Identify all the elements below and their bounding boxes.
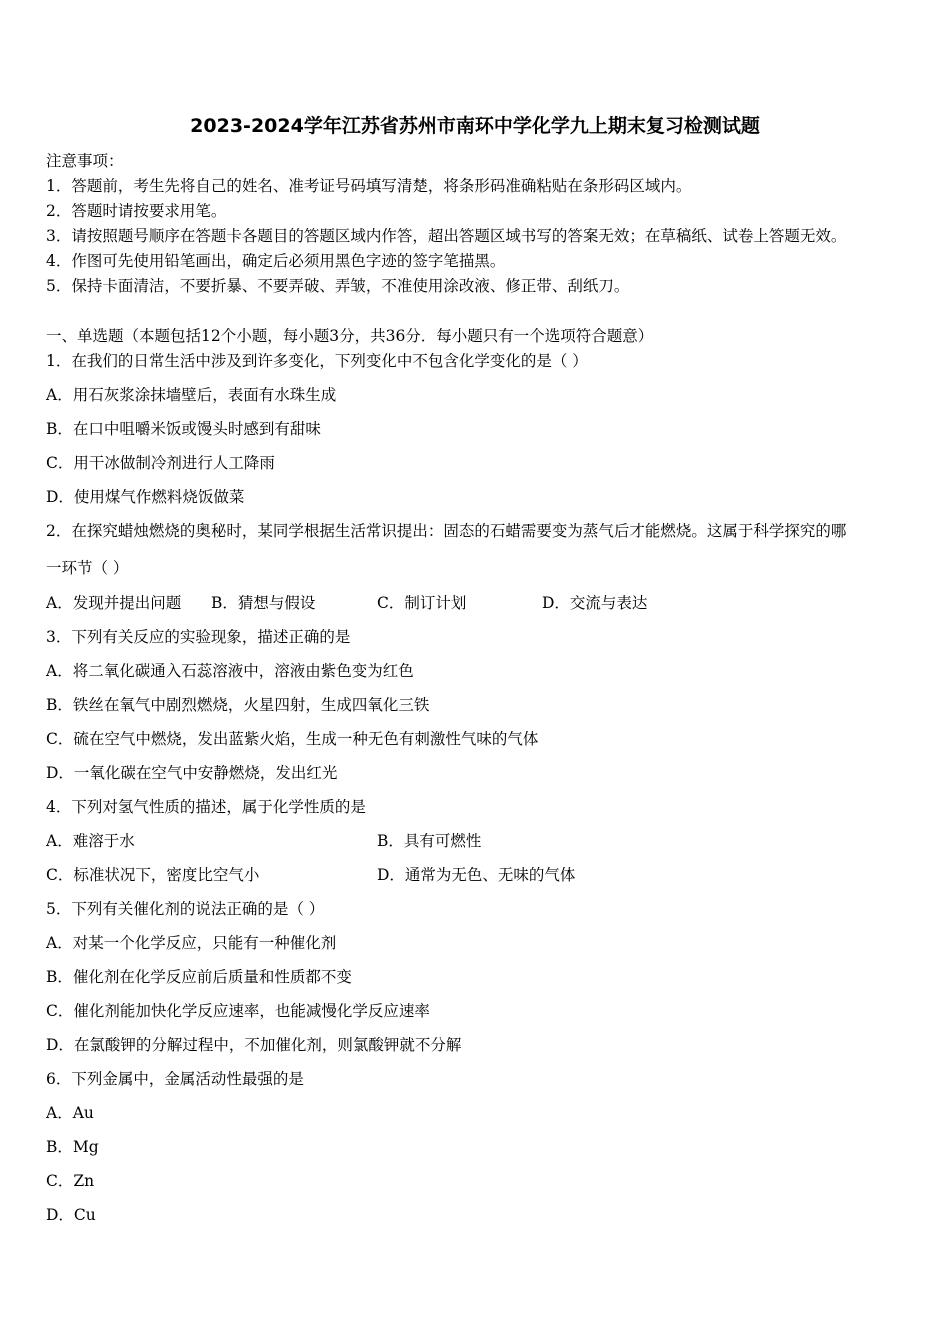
question-1-option-a: A．用石灰浆涂抹墙壁后，表面有水珠生成 — [46, 386, 337, 404]
question-1-stem: 1．在我们的日常生活中涉及到许多变化，下列变化中不包含化学变化的是（ ） — [46, 352, 588, 370]
notice-item: 5．保持卡面清洁，不要折暴、不要弄破、弄皱，不准使用涂改液、修正带、刮纸刀。 — [46, 277, 630, 295]
question-6-option-a: A．Au — [46, 1104, 94, 1122]
question-4-option-a: A．难溶于水 — [46, 832, 135, 850]
question-2-option-a: A．发现并提出问题 — [46, 594, 182, 612]
question-3-option-a: A．将二氧化碳通入石蕊溶液中，溶液由紫色变为红色 — [46, 662, 414, 680]
question-5-stem: 5．下列有关催化剂的说法正确的是（ ） — [46, 900, 325, 918]
question-2-option-c: C．制订计划 — [377, 594, 467, 612]
notice-heading: 注意事项： — [46, 152, 124, 170]
question-3-option-c: C．硫在空气中燃烧，发出蓝紫火焰，生成一种无色有刺激性气味的气体 — [46, 730, 539, 748]
question-5-option-d: D．在氯酸钾的分解过程中，不加催化剂，则氯酸钾就不分解 — [46, 1036, 462, 1054]
question-4-option-d: D．通常为无色、无味的气体 — [377, 866, 576, 884]
question-1-option-b: B．在口中咀嚼米饭或馒头时感到有甜味 — [46, 420, 321, 438]
question-3-option-b: B．铁丝在氧气中剧烈燃烧，火星四射，生成四氧化三铁 — [46, 696, 430, 714]
question-5-option-b: B．催化剂在化学反应前后质量和性质都不变 — [46, 968, 352, 986]
notice-item: 4．作图可先使用铅笔画出，确定后必须用黑色字迹的签字笔描黑。 — [46, 252, 506, 270]
question-2-stem: 2．在探究蜡烛燃烧的奥秘时，某同学根据生活常识提出：固态的石蜡需要变为蒸气后才能燃烧。这属于科学探究的哪 — [46, 522, 847, 540]
question-5-option-a: A．对某一个化学反应，只能有一种催化剂 — [46, 934, 337, 952]
question-4-option-b: B．具有可燃性 — [377, 832, 482, 850]
page-title: 2023-2024学年江苏省苏州市南环中学化学九上期末复习检测试题 — [190, 115, 760, 137]
notice-item: 3．请按照题号顺序在答题卡各题目的答题区域内作答，超出答题区域书写的答案无效；在草稿纸、试卷上答题无效。 — [46, 227, 847, 245]
question-3-option-d: D．一氧化碳在空气中安静燃烧，发出红光 — [46, 764, 338, 782]
question-2-option-b: B．猜想与假设 — [211, 594, 316, 612]
question-1-option-c: C．用干冰做制冷剂进行人工降雨 — [46, 454, 275, 472]
question-2-stem-cont: 一环节（ ） — [46, 559, 129, 577]
notice-item: 2．答题时请按要求用笔。 — [46, 202, 227, 220]
question-5-option-c: C．催化剂能加快化学反应速率，也能减慢化学反应速率 — [46, 1002, 430, 1020]
section-heading: 一、单选题（本题包括12个小题，每小题3分，共36分．每小题只有一个选项符合题意） — [46, 327, 654, 345]
question-1-option-d: D．使用煤气作燃料烧饭做菜 — [46, 488, 245, 506]
notice-item: 1．答题前，考生先将自己的姓名、准考证号码填写清楚，将条形码准确粘贴在条形码区域内。 — [46, 177, 692, 195]
question-6-option-d: D．Cu — [46, 1206, 96, 1224]
question-6-option-b: B．Mg — [46, 1138, 99, 1156]
question-6-stem: 6．下列金属中，金属活动性最强的是 — [46, 1070, 304, 1088]
question-4-stem: 4．下列对氢气性质的描述，属于化学性质的是 — [46, 798, 366, 816]
question-3-stem: 3．下列有关反应的实验现象，描述正确的是 — [46, 628, 351, 646]
question-6-option-c: C．Zn — [46, 1172, 95, 1190]
question-4-option-c: C．标准状况下，密度比空气小 — [46, 866, 260, 884]
question-2-option-d: D．交流与表达 — [542, 594, 648, 612]
